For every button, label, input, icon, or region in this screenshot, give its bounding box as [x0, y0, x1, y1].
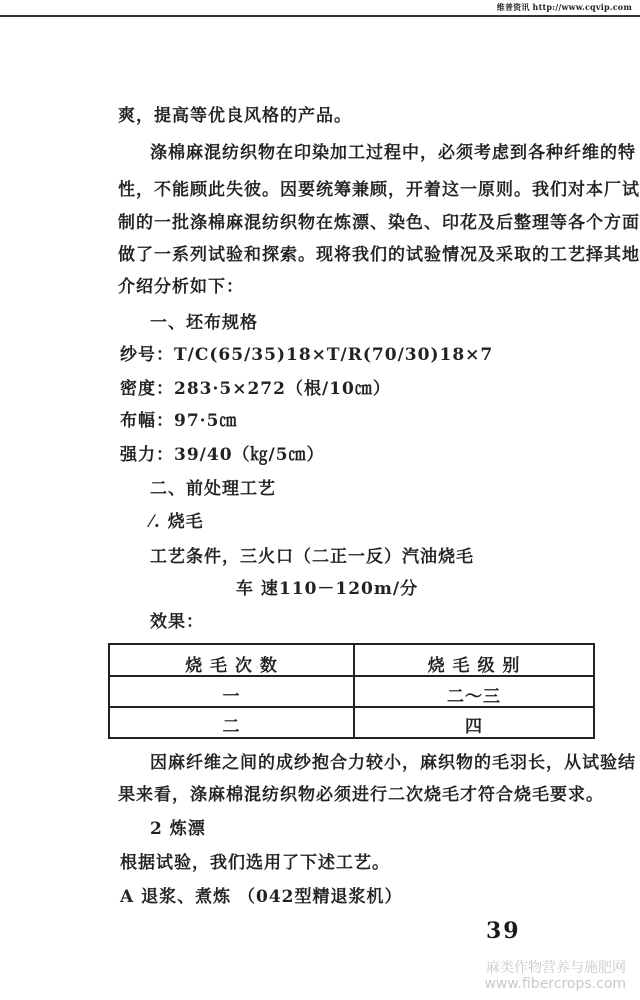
- table-cell: 二～三: [447, 687, 501, 707]
- watermark-line-2: www.fibercrops.com: [484, 976, 626, 992]
- section-1-title: 一、坯布规格: [150, 313, 258, 333]
- text-line-4: 制的一批涤棉麻混纺织物在炼漂、染色、印花及后整理等各个方面: [118, 213, 640, 233]
- text-line-5: 做了一系列试验和探索。现将我们的试验情况及采取的工艺择其地: [118, 245, 640, 265]
- singeing-table: [108, 643, 595, 739]
- page-number: 39: [486, 918, 521, 944]
- spec-width: 布幅：97·5㎝: [120, 411, 238, 431]
- text-line-after-1: 因麻纤维之间的成纱抱合力较小，麻织物的毛羽长，从试验结: [150, 753, 636, 773]
- site-watermark: [484, 960, 626, 992]
- text-line-after-2: 果来看，涤麻棉混纺织物必须进行二次烧毛才符合烧毛要求。: [118, 785, 604, 805]
- spec-density: 密度：283·5×272（根/10㎝）: [120, 379, 391, 399]
- table-cell: 二: [222, 717, 241, 737]
- subsection-singeing-title: ⁄. 烧毛: [150, 512, 204, 532]
- table-cell: 四: [465, 717, 483, 737]
- effect-label: 效果：: [150, 612, 204, 632]
- text-line-6: 介绍分析如下：: [118, 277, 244, 297]
- spec-strength: 强力：39/40（㎏/5㎝）: [120, 445, 325, 465]
- process-conditions: 工艺条件，三火口（二正一反）汽油烧毛: [150, 547, 474, 567]
- table-header-grade: 烧 毛 级 别: [427, 656, 521, 676]
- item-a-line: A 退浆、煮炼 （042型精退浆机）: [120, 887, 403, 907]
- spec-yarn-count: 纱号：T/C(65/35)18×T/R(70/30)18×7: [120, 345, 494, 365]
- text-line-2: 涤棉麻混纺织物在印染加工过程中，必须考虑到各种纤维的特: [150, 143, 636, 163]
- table-header-count: 烧 毛 次 数: [185, 656, 278, 676]
- section-2-title: 二、前处理工艺: [150, 479, 276, 499]
- text-line-3: 性，不能顾此失彼。因要统筹兼顾，开着这一原则。我们对本厂试: [118, 180, 640, 200]
- header-rule: [0, 15, 640, 17]
- text-line-1: 爽，提高等优良风格的产品。: [118, 106, 352, 126]
- subsection-scouring-title: 2 炼漂: [150, 819, 206, 839]
- page-header: 维普资讯 http://www.cqvip.com: [496, 2, 632, 12]
- table-cell: 一: [222, 687, 241, 707]
- speed-line: 车 速110－120m/分: [236, 579, 419, 599]
- watermark-line-1: 麻类作物营养与施肥网: [486, 960, 626, 976]
- basis-line: 根据试验，我们选用了下述工艺。: [120, 853, 390, 873]
